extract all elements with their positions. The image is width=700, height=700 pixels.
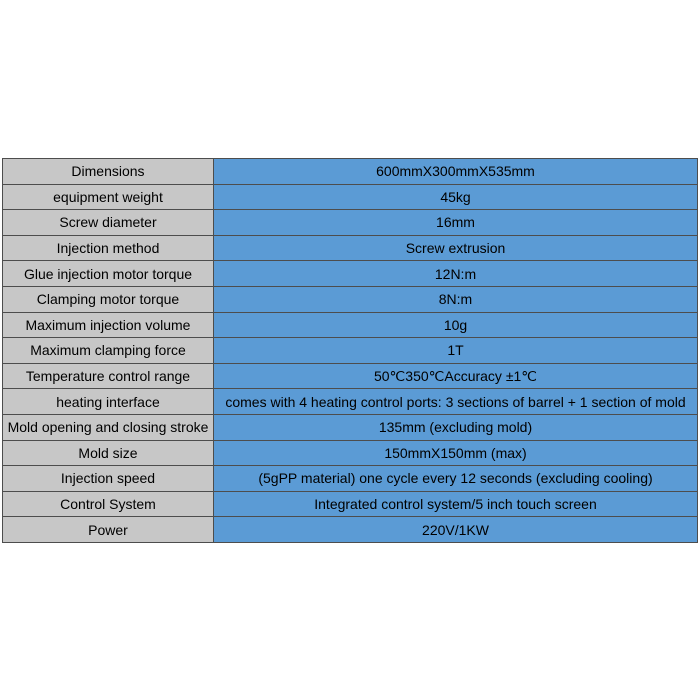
- spec-value: 600mmX300mmX535mm: [214, 159, 698, 185]
- spec-label: Temperature control range: [3, 363, 214, 389]
- table-row: [3, 210, 698, 236]
- spec-value: 16mm: [214, 210, 698, 236]
- spec-value: 1T: [214, 338, 698, 364]
- spec-label: Clamping motor torque: [3, 286, 214, 312]
- spec-value: 135mm (excluding mold): [214, 414, 698, 440]
- spec-label: equipment weight: [3, 184, 214, 210]
- spec-label: Glue injection motor torque: [3, 261, 214, 287]
- spec-label: Maximum injection volume: [3, 312, 214, 338]
- spec-label: Screw diameter: [3, 210, 214, 236]
- table-row: [3, 389, 698, 415]
- spec-value: (5gPP material) one cycle every 12 seconds (excluding cooling): [214, 466, 698, 492]
- table-row: [3, 363, 698, 389]
- table-row: [3, 491, 698, 517]
- spec-value: Screw extrusion: [214, 235, 698, 261]
- spec-label: Dimensions: [3, 159, 214, 185]
- spec-label: Control System: [3, 491, 214, 517]
- spec-value: 45kg: [214, 184, 698, 210]
- table-row: [3, 261, 698, 287]
- spec-value: comes with 4 heating control ports: 3 sections of barrel + 1 section of mold: [214, 389, 698, 415]
- spec-value: 50℃350℃Accuracy ±1℃: [214, 363, 698, 389]
- table-row: [3, 159, 698, 185]
- table-row: [3, 312, 698, 338]
- table-row: [3, 338, 698, 364]
- table-row: [3, 184, 698, 210]
- spec-label: Mold size: [3, 440, 214, 466]
- spec-label: Mold opening and closing stroke: [3, 414, 214, 440]
- spec-value: 10g: [214, 312, 698, 338]
- spec-table: [2, 158, 698, 543]
- table-row: [3, 517, 698, 543]
- spec-value: 8N:m: [214, 286, 698, 312]
- spec-label: Injection method: [3, 235, 214, 261]
- table-row: [3, 466, 698, 492]
- spec-value: 220V/1KW: [214, 517, 698, 543]
- spec-label: Injection speed: [3, 466, 214, 492]
- spec-label: Maximum clamping force: [3, 338, 214, 364]
- table-row: [3, 235, 698, 261]
- spec-label: heating interface: [3, 389, 214, 415]
- table-row: [3, 286, 698, 312]
- spec-value: 150mmX150mm (max): [214, 440, 698, 466]
- spec-label: Power: [3, 517, 214, 543]
- spec-value: 12N:m: [214, 261, 698, 287]
- spec-value: Integrated control system/5 inch touch screen: [214, 491, 698, 517]
- table-row: [3, 414, 698, 440]
- table-row: [3, 440, 698, 466]
